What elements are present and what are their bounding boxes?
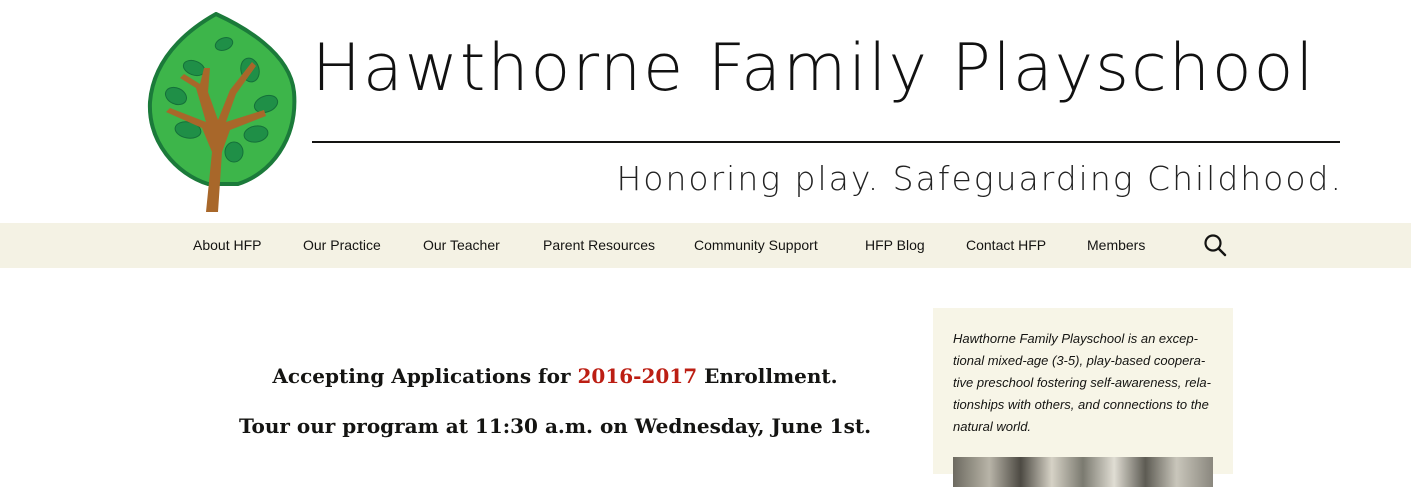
nav-item-about[interactable]: About HFP	[193, 237, 262, 253]
nav-item-parent-resources[interactable]: Parent Resources	[543, 237, 656, 253]
nav-item-community-support[interactable]: Community Support	[694, 237, 818, 253]
enrollment-announcement	[200, 364, 910, 388]
title-divider	[312, 141, 1340, 143]
tour-announcement: Tour our program at 11:30 a.m. on Wednesday, June 1st.	[238, 414, 872, 438]
school-description: Hawthorne Family Playschool is an excep-tional mixed-age (3-5), play-based coopera-tive preschool fostering self-awareness, rela-tionships with others, and connections to the natural world.	[953, 331, 1211, 434]
announcement-suffix: Enrollment.	[697, 364, 838, 388]
search-icon[interactable]	[1202, 232, 1228, 258]
site-title[interactable]: Hawthorne Family Playschool	[312, 31, 1316, 106]
site-tagline: Honoring play. Safeguarding Childhood.	[616, 159, 1343, 198]
nav-item-contact[interactable]: Contact HFP	[966, 237, 1047, 253]
main-content	[0, 268, 1411, 474]
announcement-prefix: Accepting Applications for	[272, 364, 578, 388]
sidebar-photo	[953, 457, 1213, 487]
nav-item-our-practice[interactable]: Our Practice	[303, 237, 381, 253]
enrollment-year: 2016-2017	[577, 364, 698, 388]
main-navigation	[0, 223, 1411, 268]
nav-item-members[interactable]: Members	[1087, 237, 1146, 253]
nav-item-our-teacher[interactable]: Our Teacher	[423, 237, 500, 253]
site-header	[0, 0, 1411, 223]
nav-item-blog[interactable]: HFP Blog	[865, 237, 925, 253]
tree-logo-icon[interactable]	[146, 12, 298, 214]
sidebar-widget	[933, 308, 1233, 474]
